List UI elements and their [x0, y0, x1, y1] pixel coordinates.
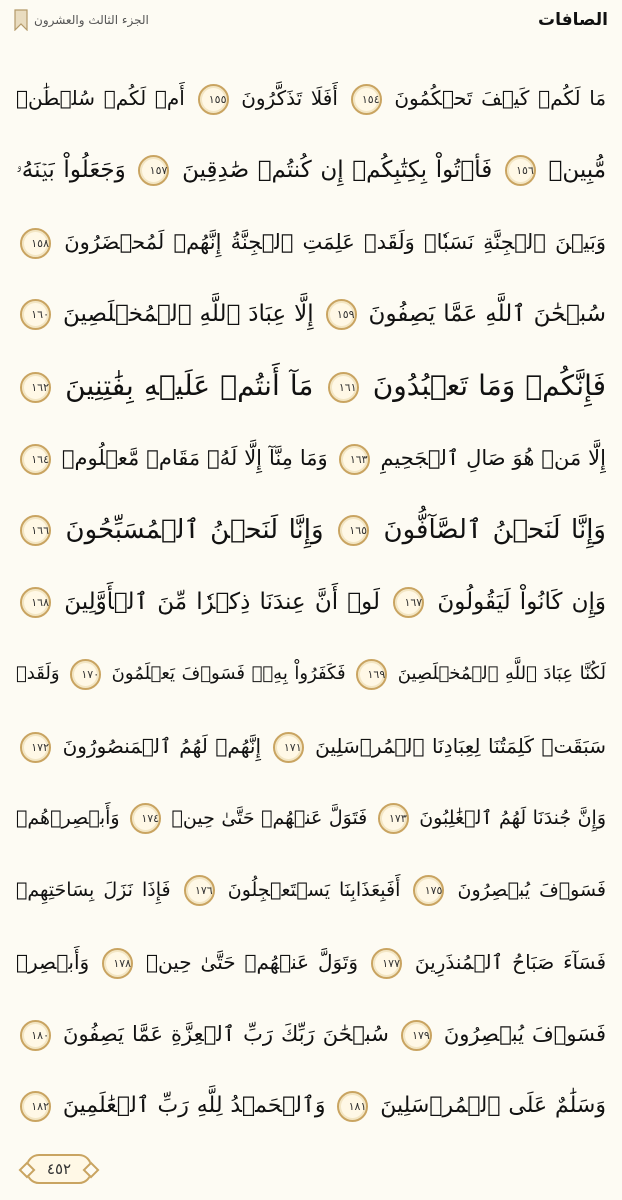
mushaf-line: [16, 782, 606, 854]
verse-text[interactable]: أَمۡ لَكُمۡ سُلۡطَٰنٞ: [16, 86, 185, 110]
ayah-number-marker[interactable]: ١٥٦: [505, 155, 536, 186]
ayah-number-marker[interactable]: ١٦٨: [20, 587, 51, 618]
verse-text[interactable]: فَكَفَرُواْ بِهِۦۖ فَسَوۡفَ يَعۡلَمُونَ: [111, 663, 346, 684]
mushaf-line: [16, 350, 606, 422]
ayah-number-marker[interactable]: ١٧٩: [401, 1020, 432, 1051]
verse-text[interactable]: إِلَّا مَنۡ هُوَ صَالِ ٱلۡجَحِيمِ: [380, 446, 606, 470]
verse-text[interactable]: وَٱلۡحَمۡدُ لِلَّهِ رَبِّ ٱلۡعَٰلَمِينَ: [62, 1093, 326, 1118]
verse-text[interactable]: إِنَّهُمۡ لَهُمُ ٱلۡمَنصُورُونَ: [62, 734, 262, 758]
ayah-number-marker[interactable]: ١٧٤: [130, 803, 161, 834]
verse-text[interactable]: مَا لَكُمۡ كَيۡفَ تَحۡكُمُونَ: [394, 86, 606, 110]
verse-text[interactable]: فَسَوۡفَ يُبۡصِرُونَ: [443, 1022, 606, 1046]
mushaf-line: [16, 134, 606, 206]
mushaf-line: [16, 62, 606, 134]
mushaf-line: [16, 494, 606, 566]
verse-text[interactable]: إِلَّا عِبَادَ ٱللَّهِ ٱلۡمُخۡلَصِينَ: [62, 301, 314, 327]
surah-name: الصافات: [538, 10, 608, 30]
ayah-number-marker[interactable]: ١٦٩: [356, 659, 387, 690]
ayah-number-marker[interactable]: ١٨٢: [20, 1091, 51, 1122]
ayah-number-marker[interactable]: ١٦٦: [20, 515, 51, 546]
verse-text[interactable]: لَوۡ أَنَّ عِندَنَا ذِكۡرٗا مِّنَ ٱلۡأَوَّلِينَ: [64, 589, 380, 615]
mushaf-line: [16, 206, 606, 278]
mushaf-line: [16, 854, 606, 926]
mushaf-line: [16, 1070, 606, 1142]
verse-text[interactable]: فَإِنَّكُمۡ وَمَا تَعۡبُدُونَ: [372, 369, 606, 402]
page-header: [0, 0, 622, 48]
page-footer: [0, 1150, 622, 1190]
ayah-number-marker[interactable]: ١٥٩: [326, 299, 357, 330]
verse-text[interactable]: فَسَوۡفَ يُبۡصِرُونَ: [457, 879, 606, 901]
verse-text[interactable]: وَلَقَدۡ: [16, 663, 60, 684]
mushaf-line: [16, 710, 606, 782]
verse-text[interactable]: وَإِنَّ جُندَنَا لَهُمُ ٱلۡغَٰلِبُونَ: [419, 807, 606, 829]
ayah-number-marker[interactable]: ١٦٧: [393, 587, 424, 618]
ayah-number-marker[interactable]: ١٦٤: [20, 444, 51, 475]
verse-text[interactable]: وَأَبۡصِرۡهُمۡ: [16, 807, 120, 829]
ayah-number-marker[interactable]: ١٦٢: [20, 372, 51, 403]
mushaf-line: [16, 422, 606, 494]
juz-name: الجزء الثالث والعشرون: [34, 13, 149, 27]
quran-page-text: [16, 62, 606, 1142]
ayah-number-marker[interactable]: ١٧٠: [70, 659, 101, 690]
verse-text[interactable]: وَإِنَّا لَنَحۡنُ ٱلۡمُسَبِّحُونَ: [65, 515, 324, 545]
mushaf-line: [16, 566, 606, 638]
verse-text[interactable]: فَتَوَلَّ عَنۡهُمۡ حَتَّىٰ حِينٖ: [171, 807, 368, 829]
ayah-number-marker[interactable]: ١٦٣: [339, 444, 370, 475]
mushaf-line: [16, 926, 606, 998]
verse-text[interactable]: وَمَا مِنَّآ إِلَّا لَهُۥ مَقَامٞ مَّعۡلُومٞ: [61, 446, 328, 470]
page-number: ٤٥٢: [26, 1154, 92, 1184]
verse-text[interactable]: أَفَلَا تَذَكَّرُونَ: [241, 86, 338, 110]
ayah-number-marker[interactable]: ١٧٨: [102, 948, 133, 979]
ayah-number-marker[interactable]: ١٧٢: [20, 732, 51, 763]
ayah-number-marker[interactable]: ١٥٧: [138, 155, 169, 186]
verse-text[interactable]: وَإِن كَانُواْ لَيَقُولُونَ: [437, 589, 606, 615]
verse-text[interactable]: فَإِذَا نَزَلَ بِسَاحَتِهِمۡ: [16, 879, 171, 901]
verse-text[interactable]: سُبۡحَٰنَ ٱللَّهِ عَمَّا يَصِفُونَ: [368, 301, 606, 327]
mushaf-line: [16, 638, 606, 710]
verse-text[interactable]: وَتَوَلَّ عَنۡهُمۡ حَتَّىٰ حِينٖ: [146, 950, 359, 974]
mushaf-line: [16, 278, 606, 350]
verse-text[interactable]: مُّبِينٞ: [548, 157, 606, 183]
ayah-number-marker[interactable]: ١٨١: [337, 1091, 368, 1122]
ayah-number-marker[interactable]: ١٨٠: [20, 1020, 51, 1051]
verse-text[interactable]: سُبۡحَٰنَ رَبِّكَ رَبِّ ٱلۡعِزَّةِ عَمَّا يَصِفُونَ: [63, 1022, 389, 1046]
ayah-number-marker[interactable]: ١٧٦: [184, 875, 215, 906]
ayah-number-marker[interactable]: ١٦٥: [338, 515, 369, 546]
ayah-number-marker[interactable]: ١٦١: [328, 372, 359, 403]
ayah-number-marker[interactable]: ١٧٣: [378, 803, 409, 834]
ayah-number-marker[interactable]: ١٧٥: [413, 875, 444, 906]
mushaf-line: [16, 998, 606, 1070]
bookmark-icon[interactable]: [14, 9, 28, 31]
juz-indicator[interactable]: [14, 8, 149, 32]
verse-text[interactable]: وَأَبۡصِرۡ: [16, 950, 90, 974]
ayah-number-marker[interactable]: ١٥٥: [198, 84, 229, 115]
ayah-number-marker[interactable]: ١٥٤: [351, 84, 382, 115]
verse-text[interactable]: لَكُنَّا عِبَادَ ٱللَّهِ ٱلۡمُخۡلَصِينَ: [397, 663, 606, 684]
verse-text[interactable]: وَبَيۡنَ ٱلۡجِنَّةِ نَسَبٗاۚ وَلَقَدۡ عَلِمَتِ ٱلۡجِنَّةُ إِنَّهُمۡ لَمُحۡضَرُونَ: [64, 230, 606, 254]
ayah-number-marker[interactable]: ١٦٠: [20, 299, 51, 330]
verse-text[interactable]: سَبَقَتۡ كَلِمَتُنَا لِعِبَادِنَا ٱلۡمُرۡسَلِينَ: [315, 734, 606, 758]
verse-text[interactable]: فَأۡتُواْ بِكِتَٰبِكُمۡ إِن كُنتُمۡ صَٰدِقِينَ: [182, 157, 493, 183]
verse-text[interactable]: فَسَآءَ صَبَاحُ ٱلۡمُنذَرِينَ: [414, 950, 606, 974]
verse-text[interactable]: مَآ أَنتُمۡ عَلَيۡهِ بِفَٰتِنِينَ: [65, 369, 314, 402]
verse-text[interactable]: وَسَلَٰمٌ عَلَى ٱلۡمُرۡسَلِينَ: [380, 1093, 606, 1118]
ayah-number-marker[interactable]: ١٧١: [273, 732, 304, 763]
verse-text[interactable]: وَإِنَّا لَنَحۡنُ ٱلصَّآفُّونَ: [383, 515, 606, 545]
verse-text[interactable]: أَفَبِعَذَابِنَا يَسۡتَعۡجِلُونَ: [227, 879, 401, 901]
ayah-number-marker[interactable]: ١٥٨: [20, 228, 51, 259]
ayah-number-marker[interactable]: ١٧٧: [371, 948, 402, 979]
verse-text[interactable]: وَجَعَلُواْ بَيۡنَهُۥ: [16, 157, 126, 183]
